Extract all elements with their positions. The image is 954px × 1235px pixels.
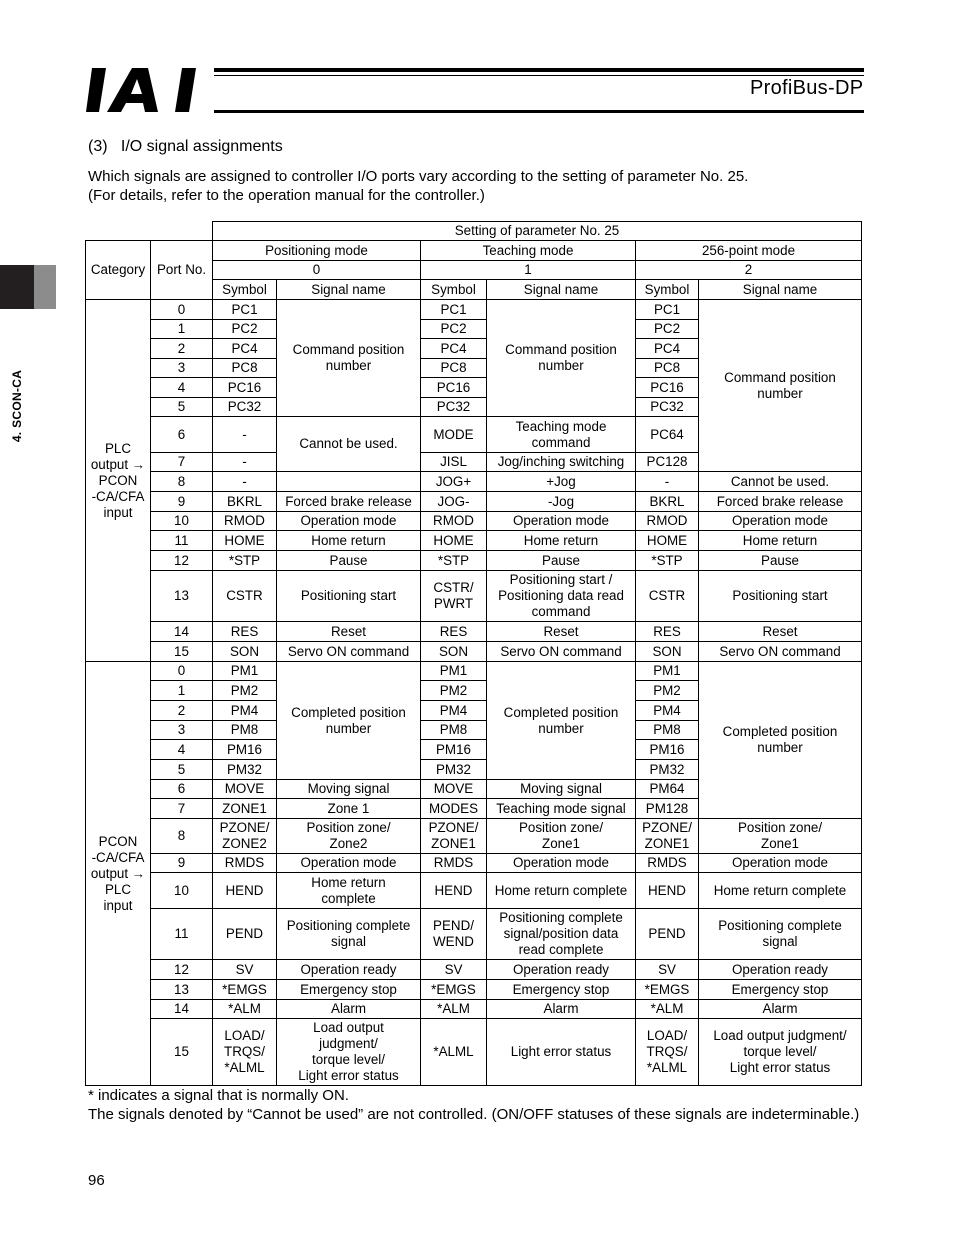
symbol: PEND <box>213 909 277 960</box>
section-title: (3) I/O signal assignments <box>88 138 283 155</box>
iai-logo <box>86 66 206 114</box>
symbol: PZONE/ ZONE1 <box>636 819 699 854</box>
mode-value-0: 0 <box>213 261 421 280</box>
symbol-header: Symbol <box>636 280 699 300</box>
signal-name: Home return <box>699 531 862 551</box>
port-number: 14 <box>151 622 213 642</box>
symbol: PC8 <box>636 359 699 378</box>
symbol: RMDS <box>636 854 699 873</box>
port-number: 6 <box>151 417 213 453</box>
symbol: PM1 <box>421 662 487 681</box>
symbol: HOME <box>636 531 699 551</box>
signal-name: Command position number <box>487 300 636 417</box>
symbol: SON <box>421 642 487 662</box>
signal-name: Load output judgment/ torque level/ Light error status <box>277 1019 421 1086</box>
symbol: - <box>213 453 277 472</box>
symbol: RES <box>636 622 699 642</box>
symbol: SV <box>636 960 699 980</box>
signal-name: Operation mode <box>699 854 862 873</box>
signal-name: Pause <box>487 551 636 571</box>
symbol: - <box>636 472 699 492</box>
mode-value-2: 2 <box>636 261 862 280</box>
symbol: *EMGS <box>213 980 277 1000</box>
symbol: PM4 <box>213 701 277 721</box>
symbol: HOME <box>421 531 487 551</box>
symbol: PC16 <box>213 378 277 398</box>
symbol: PZONE/ ZONE1 <box>421 819 487 854</box>
symbol: PM2 <box>213 681 277 701</box>
symbol: LOAD/ TRQS/ *ALML <box>636 1019 699 1086</box>
symbol: CSTR <box>636 571 699 622</box>
symbol: PC32 <box>636 398 699 417</box>
signal-name: Jog/inching switching <box>487 453 636 472</box>
signal-name: Alarm <box>277 1000 421 1019</box>
port-number: 8 <box>151 819 213 854</box>
symbol: RMOD <box>213 512 277 531</box>
signal-name: Positioning start <box>277 571 421 622</box>
symbol: *ALM <box>636 1000 699 1019</box>
port-number: 15 <box>151 642 213 662</box>
signal-name: Forced brake release <box>699 492 862 512</box>
signal-name: Completed position number <box>277 662 421 780</box>
signal-name <box>277 472 421 492</box>
signal-name: Home return complete <box>487 873 636 909</box>
symbol: *ALM <box>421 1000 487 1019</box>
symbol: PC8 <box>421 359 487 378</box>
symbol: PC4 <box>636 339 699 359</box>
symbol: PEND <box>636 909 699 960</box>
symbol: PM4 <box>421 701 487 721</box>
port-number: 0 <box>151 300 213 320</box>
intro-line-1: Which signals are assigned to controller I/O ports vary according to the setting of parameter No. 25. <box>88 168 749 185</box>
page-number: 96 <box>88 1172 105 1189</box>
signal-name: Operation ready <box>277 960 421 980</box>
signal-name: Moving signal <box>277 780 421 799</box>
port-number: 10 <box>151 873 213 909</box>
signal-name: Servo ON command <box>699 642 862 662</box>
symbol: PC64 <box>636 417 699 453</box>
symbol: SV <box>421 960 487 980</box>
signal-name: Home return <box>487 531 636 551</box>
symbol: PM64 <box>636 780 699 799</box>
signal-name: Operation mode <box>699 512 862 531</box>
signal-name: Operation ready <box>699 960 862 980</box>
side-tab-label: 4. SCON-CA <box>10 369 24 443</box>
signal-header: Signal name <box>699 280 862 300</box>
symbol: PM32 <box>421 760 487 780</box>
signal-name: -Jog <box>487 492 636 512</box>
header-rule-thin <box>214 75 864 76</box>
symbol: PM128 <box>636 799 699 819</box>
category-header: Category <box>86 241 151 300</box>
symbol: PM16 <box>421 740 487 760</box>
header-rule-bottom <box>214 110 864 113</box>
port-number: 3 <box>151 359 213 378</box>
symbol: SON <box>636 642 699 662</box>
signal-name: Pause <box>699 551 862 571</box>
signal-name: Position zone/ Zone2 <box>277 819 421 854</box>
signal-name: Pause <box>277 551 421 571</box>
symbol: PC16 <box>636 378 699 398</box>
symbol: PM8 <box>213 721 277 740</box>
mode-teaching: Teaching mode <box>421 241 636 261</box>
signal-name: Positioning complete signal <box>277 909 421 960</box>
side-tab-dark-block <box>0 265 34 309</box>
symbol: PM16 <box>213 740 277 760</box>
symbol: PM2 <box>636 681 699 701</box>
io-assignment-table <box>85 221 862 1086</box>
signal-name: Operation mode <box>487 854 636 873</box>
signal-name: Emergency stop <box>277 980 421 1000</box>
port-number: 11 <box>151 909 213 960</box>
mode-value-1: 1 <box>421 261 636 280</box>
symbol: RMDS <box>213 854 277 873</box>
port-number: 2 <box>151 339 213 359</box>
symbol: HOME <box>213 531 277 551</box>
symbol: PC4 <box>421 339 487 359</box>
symbol: PZONE/ ZONE2 <box>213 819 277 854</box>
symbol: - <box>213 472 277 492</box>
signal-name: Command position number <box>277 300 421 417</box>
symbol: PM16 <box>636 740 699 760</box>
symbol: SON <box>213 642 277 662</box>
mode-positioning: Positioning mode <box>213 241 421 261</box>
port-number: 6 <box>151 780 213 799</box>
symbol: CSTR <box>213 571 277 622</box>
port-number: 5 <box>151 760 213 780</box>
symbol: PC2 <box>421 320 487 339</box>
footnotes <box>88 1087 868 1124</box>
port-number: 11 <box>151 531 213 551</box>
symbol: LOAD/ TRQS/ *ALML <box>213 1019 277 1086</box>
signal-header: Signal name <box>277 280 421 300</box>
symbol: *STP <box>421 551 487 571</box>
signal-name: Servo ON command <box>487 642 636 662</box>
symbol: ZONE1 <box>213 799 277 819</box>
intro-text <box>88 167 868 205</box>
signal-name: Load output judgment/ torque level/ Light error status <box>699 1019 862 1086</box>
symbol: JISL <box>421 453 487 472</box>
signal-name: Positioning complete signal <box>699 909 862 960</box>
symbol: *STP <box>213 551 277 571</box>
signal-name: Emergency stop <box>487 980 636 1000</box>
port-number: 1 <box>151 681 213 701</box>
symbol: PM8 <box>636 721 699 740</box>
symbol: PM32 <box>213 760 277 780</box>
signal-name: Home return complete <box>699 873 862 909</box>
symbol: PM2 <box>421 681 487 701</box>
symbol: PC1 <box>636 300 699 320</box>
symbol: *EMGS <box>421 980 487 1000</box>
symbol: PC32 <box>421 398 487 417</box>
symbol: PC2 <box>636 320 699 339</box>
symbol: RES <box>421 622 487 642</box>
signal-name: Emergency stop <box>699 980 862 1000</box>
port-number: 4 <box>151 378 213 398</box>
signal-name: Light error status <box>487 1019 636 1086</box>
port-number: 1 <box>151 320 213 339</box>
port-number: 12 <box>151 551 213 571</box>
symbol: MODES <box>421 799 487 819</box>
symbol: PC16 <box>421 378 487 398</box>
signal-name: Completed position number <box>487 662 636 780</box>
symbol: PM1 <box>213 662 277 681</box>
footnote-normally-on: * indicates a signal that is normally ON. <box>88 1087 349 1104</box>
port-number: 0 <box>151 662 213 681</box>
port-number: 8 <box>151 472 213 492</box>
header-rule-thick <box>214 68 864 72</box>
port-number: 12 <box>151 960 213 980</box>
signal-name: Operation mode <box>487 512 636 531</box>
signal-name: Alarm <box>487 1000 636 1019</box>
signal-name: Cannot be used. <box>277 417 421 472</box>
signal-name: Moving signal <box>487 780 636 799</box>
signal-name: +Jog <box>487 472 636 492</box>
port-number: 15 <box>151 1019 213 1086</box>
port-number: 7 <box>151 799 213 819</box>
signal-name: Reset <box>699 622 862 642</box>
symbol: MOVE <box>421 780 487 799</box>
symbol: PEND/ WEND <box>421 909 487 960</box>
symbol: HEND <box>213 873 277 909</box>
symbol: *ALML <box>421 1019 487 1086</box>
category-plc-output: PLC output → PCON -CA/CFA input <box>86 300 151 662</box>
signal-name: Servo ON command <box>277 642 421 662</box>
signal-header: Signal name <box>487 280 636 300</box>
signal-name: Positioning start / Positioning data read command <box>487 571 636 622</box>
signal-name: Command position number <box>699 300 862 472</box>
port-number: 10 <box>151 512 213 531</box>
signal-name: Teaching mode command <box>487 417 636 453</box>
symbol: *EMGS <box>636 980 699 1000</box>
symbol: PC32 <box>213 398 277 417</box>
symbol: MOVE <box>213 780 277 799</box>
symbol: - <box>213 417 277 453</box>
symbol: PC4 <box>213 339 277 359</box>
symbol: *STP <box>636 551 699 571</box>
symbol: HEND <box>421 873 487 909</box>
signal-name: Positioning start <box>699 571 862 622</box>
intro-line-2: (For details, refer to the operation manual for the controller.) <box>88 187 485 204</box>
symbol: PC8 <box>213 359 277 378</box>
signal-name: Forced brake release <box>277 492 421 512</box>
signal-name: Reset <box>277 622 421 642</box>
port-number: 4 <box>151 740 213 760</box>
port-number: 13 <box>151 571 213 622</box>
signal-name: Reset <box>487 622 636 642</box>
symbol: RMDS <box>421 854 487 873</box>
symbol: PM4 <box>636 701 699 721</box>
port-number: 9 <box>151 492 213 512</box>
signal-name: Zone 1 <box>277 799 421 819</box>
symbol: PM1 <box>636 662 699 681</box>
port-number: 2 <box>151 701 213 721</box>
mode-256-point: 256-point mode <box>636 241 862 261</box>
port-header: Port No. <box>151 241 213 300</box>
signal-name: Operation ready <box>487 960 636 980</box>
side-tab-light-block <box>34 265 56 309</box>
port-number: 7 <box>151 453 213 472</box>
signal-name: Teaching mode signal <box>487 799 636 819</box>
symbol: PC1 <box>421 300 487 320</box>
signal-name: Alarm <box>699 1000 862 1019</box>
symbol: BKRL <box>213 492 277 512</box>
signal-name: Home return <box>277 531 421 551</box>
signal-name: Completed position number <box>699 662 862 819</box>
product-name: ProfiBus-DP <box>750 77 864 99</box>
signal-name: Positioning complete signal/position data read complete <box>487 909 636 960</box>
footnote-cannot-be-used: The signals denoted by “Cannot be used” are not controlled. (ON/OFF statuses of these signals are indeterminable.) <box>88 1105 860 1123</box>
symbol-header: Symbol <box>213 280 277 300</box>
symbol: PC128 <box>636 453 699 472</box>
signal-name: Operation mode <box>277 512 421 531</box>
symbol: RMOD <box>636 512 699 531</box>
category-pcon-output: PCON -CA/CFA output → PLC input <box>86 662 151 1086</box>
symbol: HEND <box>636 873 699 909</box>
symbol: JOG- <box>421 492 487 512</box>
param-header: Setting of parameter No. 25 <box>213 222 862 241</box>
port-number: 13 <box>151 980 213 1000</box>
signal-name: Position zone/ Zone1 <box>487 819 636 854</box>
port-number: 14 <box>151 1000 213 1019</box>
symbol: BKRL <box>636 492 699 512</box>
symbol: PM32 <box>636 760 699 780</box>
symbol: JOG+ <box>421 472 487 492</box>
signal-name: Home return complete <box>277 873 421 909</box>
symbol: *ALM <box>213 1000 277 1019</box>
symbol: PC2 <box>213 320 277 339</box>
port-number: 5 <box>151 398 213 417</box>
symbol: CSTR/ PWRT <box>421 571 487 622</box>
symbol: MODE <box>421 417 487 453</box>
port-number: 9 <box>151 854 213 873</box>
symbol: PC1 <box>213 300 277 320</box>
symbol: SV <box>213 960 277 980</box>
signal-name: Operation mode <box>277 854 421 873</box>
symbol-header: Symbol <box>421 280 487 300</box>
symbol: PM8 <box>421 721 487 740</box>
signal-name: Cannot be used. <box>699 472 862 492</box>
signal-name: Position zone/ Zone1 <box>699 819 862 854</box>
port-number: 3 <box>151 721 213 740</box>
symbol: RMOD <box>421 512 487 531</box>
symbol: RES <box>213 622 277 642</box>
